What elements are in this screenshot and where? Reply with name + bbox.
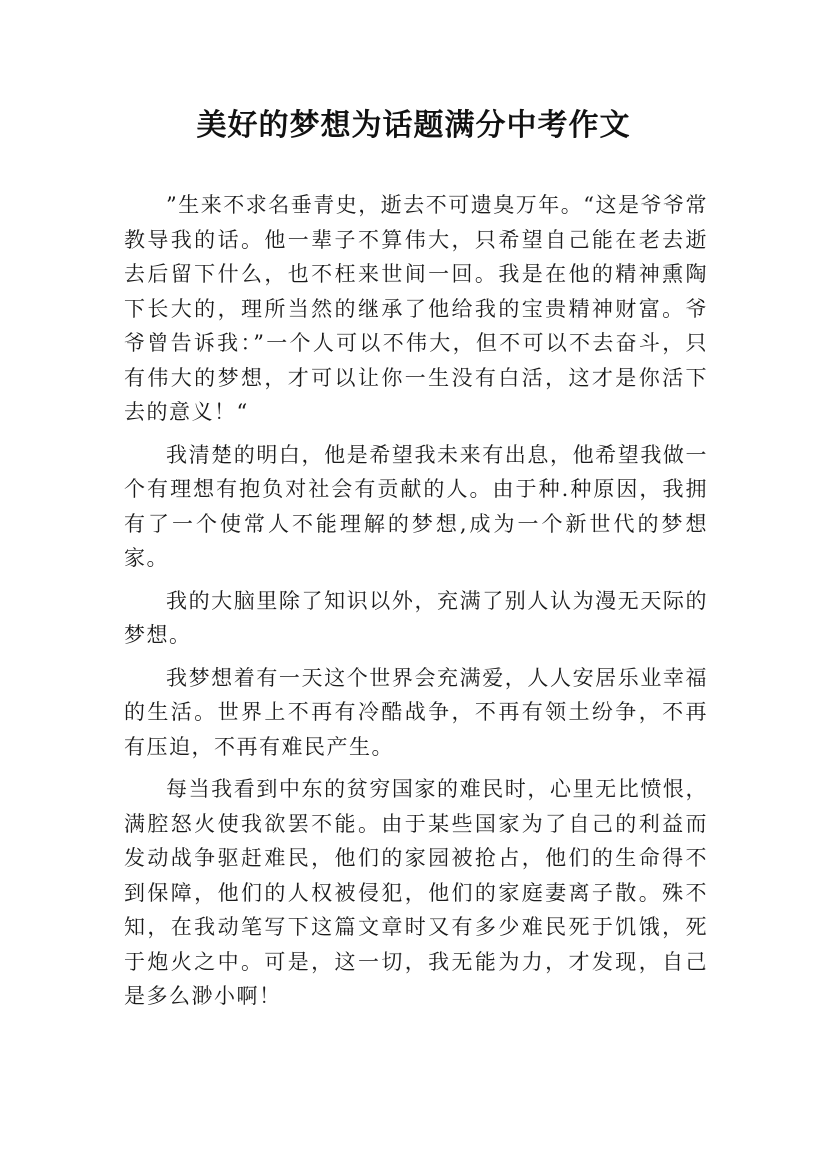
paragraph: 每当我看到中东的贫穷国家的难民时，心里无比愤恨，满腔怒火使我欲罢不能。由于某些国家为了自己的利益而发动战争驱赶难民，他们的家园被抢占，他们的生命得不到保障，他们的人权被侵犯，他们的家庭妻离子散。殊不知，在我动笔写下这篇文章时又有多少难民死于饥饿，死于炮火之中。可是，这一切，我无能为力，才发现，自己是多么渺小啊！ [124,777,708,1008]
paragraph: 我的大脑里除了知识以外，充满了别人认为漫无天际的梦想。 [124,588,708,647]
paragraph: 我清楚的明白，他是希望我未来有出息，他希望我做一个有理想有抱负对社会有贡献的人。由于种.种原因，我拥有了一个使常人不能理解的梦想,成为一个新世代的梦想家。 [124,442,708,570]
paragraph: 我梦想着有一天这个世界会充满爱，人人安居乐业幸福的生活。世界上不再有冷酷战争，不再有领土纷争，不再有压迫，不再有难民产生。 [124,665,708,759]
paragraph: ”生来不求名垂青史，逝去不可遗臭万年。“这是爷爷常教导我的话。他一辈子不算伟大，只希望自己能在老去逝去后留下什么，也不枉来世间一回。我是在他的精神熏陶下长大的，理所当然的继承了他给我的宝贵精神财富。爷爷曾告诉我：”一个人可以不伟大，但不可以不去奋斗，只有伟大的梦想，才可以让你一生没有白活，这才是你活下去的意义！“ [124,193,708,424]
document-body [124,188,708,1022]
document-title: 美好的梦想为话题满分中考作文 [196,108,631,143]
